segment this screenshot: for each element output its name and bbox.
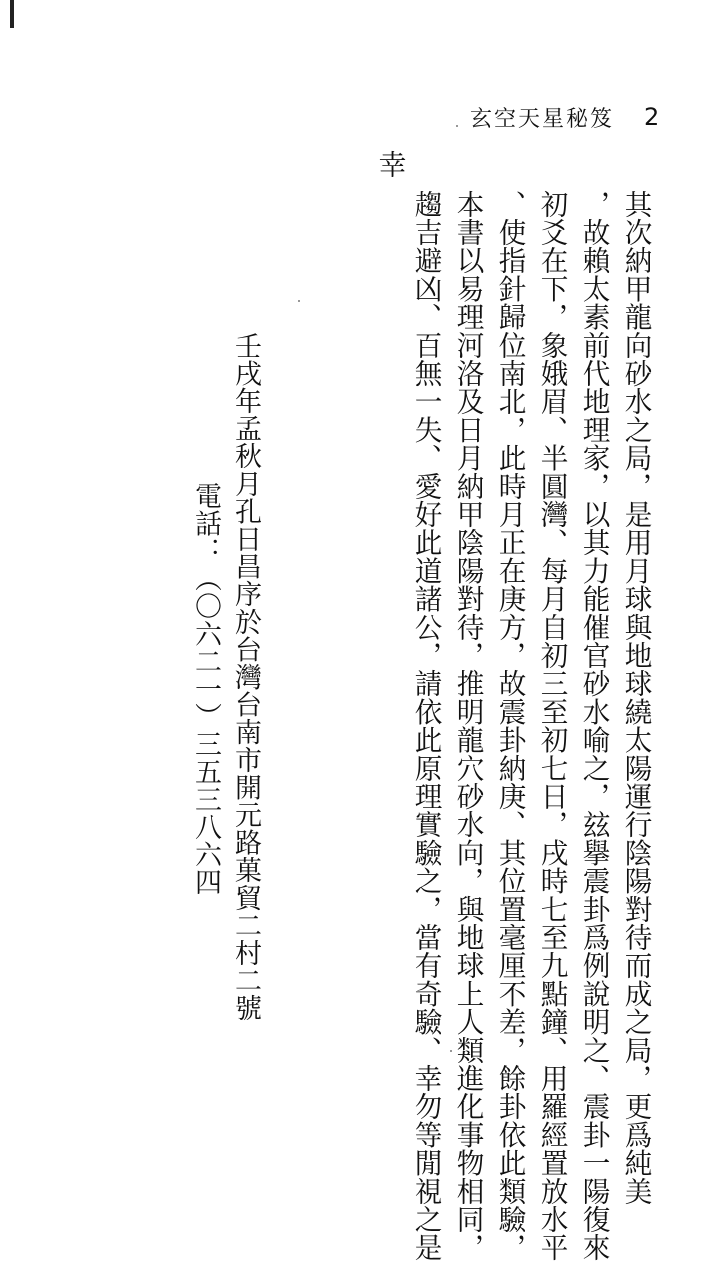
body-column-3: 初爻在下，象娥眉、半圓灣、每月自初三至初七日，戌時七至九點鐘、用羅經置放水平 xyxy=(535,190,569,1262)
body-column-6: 趨吉避凶、百無一失、愛好此道諸公，請依此原理實驗之，當有奇驗、幸勿等閒視之是 xyxy=(409,190,443,1262)
body-column-2: ，故賴太素前代地理家，以其力能催官砂水喻之，玆擧震卦爲例說明之、震卦一陽復來 xyxy=(577,190,611,1262)
scan-speck xyxy=(450,1050,452,1052)
scan-speck xyxy=(456,125,458,127)
book-title: 玄空天星秘笈 xyxy=(470,106,615,132)
body-column-5: 本書以易理河洛及日月納甲陰陽對待，推明龍穴砂水向，與地球上人類進化事物相同， xyxy=(451,190,485,1262)
preface-signature: 壬戌年孟秋月孔日昌序於台灣台南市開元路菓貿二村二號 xyxy=(230,332,261,1022)
scan-speck xyxy=(298,300,300,302)
running-header xyxy=(470,100,670,134)
body-column-7: 幸 xyxy=(373,150,407,179)
scan-edge-mark xyxy=(10,0,14,28)
phone-line: 電話：（〇六二一）三五三八六四 xyxy=(190,482,221,896)
body-column-4: 、使指針歸位南北，此時月正在庚方，故震卦納庚、其位置毫厘不差，餘卦依此類驗， xyxy=(493,190,527,1262)
page-number: 2 xyxy=(644,103,662,131)
body-column-1: 其次納甲龍向砂水之局，是用月球與地球繞太陽運行陰陽對待而成之局，更爲純美 xyxy=(619,190,653,1206)
